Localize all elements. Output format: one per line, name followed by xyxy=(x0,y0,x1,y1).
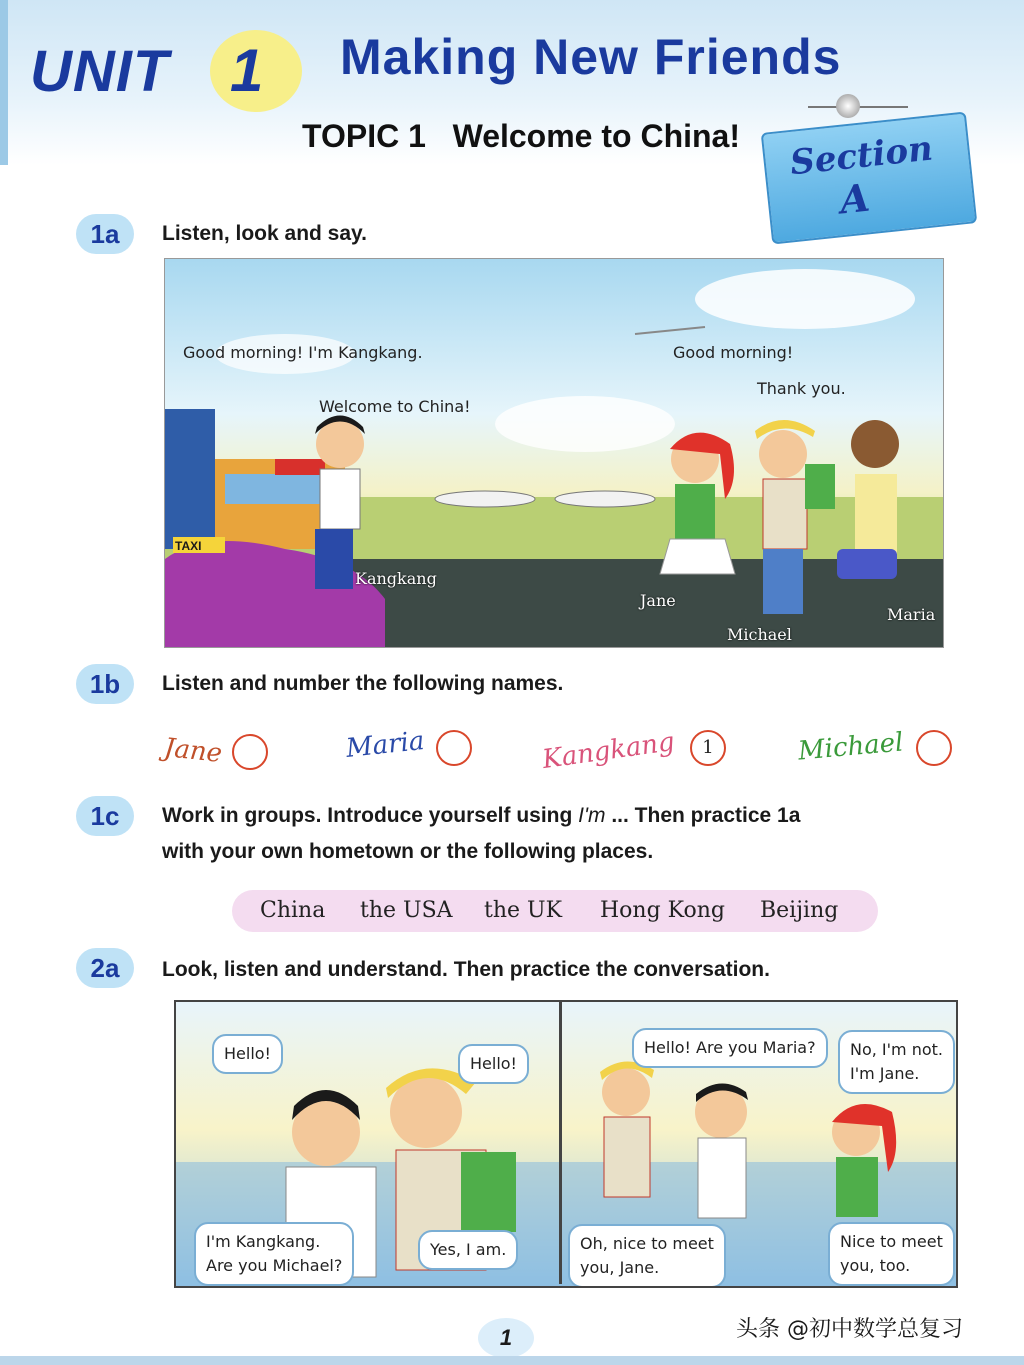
section-label: Section xyxy=(788,128,935,184)
bubble-hello-left: Hello! xyxy=(212,1034,283,1074)
unit-title: Making New Friends xyxy=(340,29,842,85)
place-uk: the UK xyxy=(484,898,562,923)
bubble-kangkang-line2: Are you Michael? xyxy=(206,1256,343,1275)
name-maria: Maria xyxy=(344,725,426,765)
section-letter: A xyxy=(837,174,872,223)
label-maria: Maria xyxy=(887,605,936,624)
bubble-kangkang-greeting: Good morning! I'm Kangkang. xyxy=(183,343,423,362)
bubble-welcome: Welcome to China! xyxy=(319,397,471,416)
bubble-nice2-line2: you, too. xyxy=(840,1256,911,1275)
bubble-nice2-line1: Nice to meet xyxy=(840,1232,943,1251)
watermark: 头条 @初中数学总复习 xyxy=(736,1317,963,1342)
answer-circle-jane[interactable] xyxy=(232,734,268,770)
instruction-2a: Look, listen and understand. Then practice the conversation. xyxy=(162,958,770,981)
footer-strip xyxy=(0,1356,1024,1365)
bubble-kangkang-line1: I'm Kangkang. xyxy=(206,1232,321,1251)
exercise-badge-1b: 1b xyxy=(76,664,134,704)
label-michael: Michael xyxy=(727,625,792,644)
bubble-good-morning: Good morning! xyxy=(673,343,794,362)
instruction-1c-italic: I'm xyxy=(578,804,606,827)
comic-panel-divider xyxy=(559,1000,562,1284)
unit-number: 1 xyxy=(230,37,264,104)
bubble-michael-reply: Yes, I am. xyxy=(418,1230,518,1270)
place-usa: the USA xyxy=(360,898,453,923)
bubble-no-line1: No, I'm not. xyxy=(850,1040,944,1059)
bubble-nice1-line1: Oh, nice to meet xyxy=(580,1234,714,1253)
instruction-1c-line1 xyxy=(162,804,800,828)
instruction-1c-text-a: Work in groups. Introduce yourself using xyxy=(162,804,579,827)
answer-circle-michael[interactable] xyxy=(916,730,952,766)
comic-strip xyxy=(174,1000,958,1288)
airport-scene-art xyxy=(165,259,943,647)
place-china: China xyxy=(260,898,326,923)
instruction-1c-text-b: ... Then practice 1a xyxy=(605,804,801,827)
bubble-no-im-jane xyxy=(838,1030,955,1094)
label-kangkang: Kangkang xyxy=(355,569,437,588)
instruction-1c-line2: with your own hometown or the following places. xyxy=(162,840,654,863)
bubble-are-you-maria: Hello! Are you Maria? xyxy=(632,1028,828,1068)
bubble-hello-right: Hello! xyxy=(458,1044,529,1084)
place-hong-kong: Hong Kong xyxy=(600,898,726,923)
unit-word: UNIT xyxy=(30,39,170,104)
exercise-badge-1a: 1a xyxy=(76,214,134,254)
page-number: 1 xyxy=(478,1318,534,1358)
name-jane: Jane xyxy=(162,733,224,769)
instruction-1a: Listen, look and say. xyxy=(162,222,367,245)
taxi-sign: TAXI xyxy=(175,539,202,553)
place-beijing: Beijing xyxy=(760,898,839,923)
header-stripe xyxy=(0,0,8,165)
bubble-nice1-line2: you, Jane. xyxy=(580,1258,660,1277)
name-michael: Michael xyxy=(796,727,905,767)
pin-icon xyxy=(836,94,860,118)
bubble-thank-you: Thank you. xyxy=(757,379,846,398)
name-kangkang: Kangkang xyxy=(540,726,677,776)
exercise-badge-1c: 1c xyxy=(76,796,134,836)
bubble-kangkang-question xyxy=(194,1222,354,1286)
instruction-1b: Listen and number the following names. xyxy=(162,672,564,695)
bubble-nice-to-meet-too xyxy=(828,1222,955,1286)
answer-circle-kangkang[interactable]: 1 xyxy=(690,730,726,766)
exercise-badge-2a: 2a xyxy=(76,948,134,988)
bubble-no-line2: I'm Jane. xyxy=(850,1064,920,1083)
illustration-airport-scene xyxy=(164,258,944,648)
answer-circle-maria[interactable] xyxy=(436,730,472,766)
bubble-nice-to-meet-jane xyxy=(568,1224,726,1288)
topic-title: TOPIC 1 Welcome to China! xyxy=(302,118,740,154)
label-jane: Jane xyxy=(640,591,676,610)
